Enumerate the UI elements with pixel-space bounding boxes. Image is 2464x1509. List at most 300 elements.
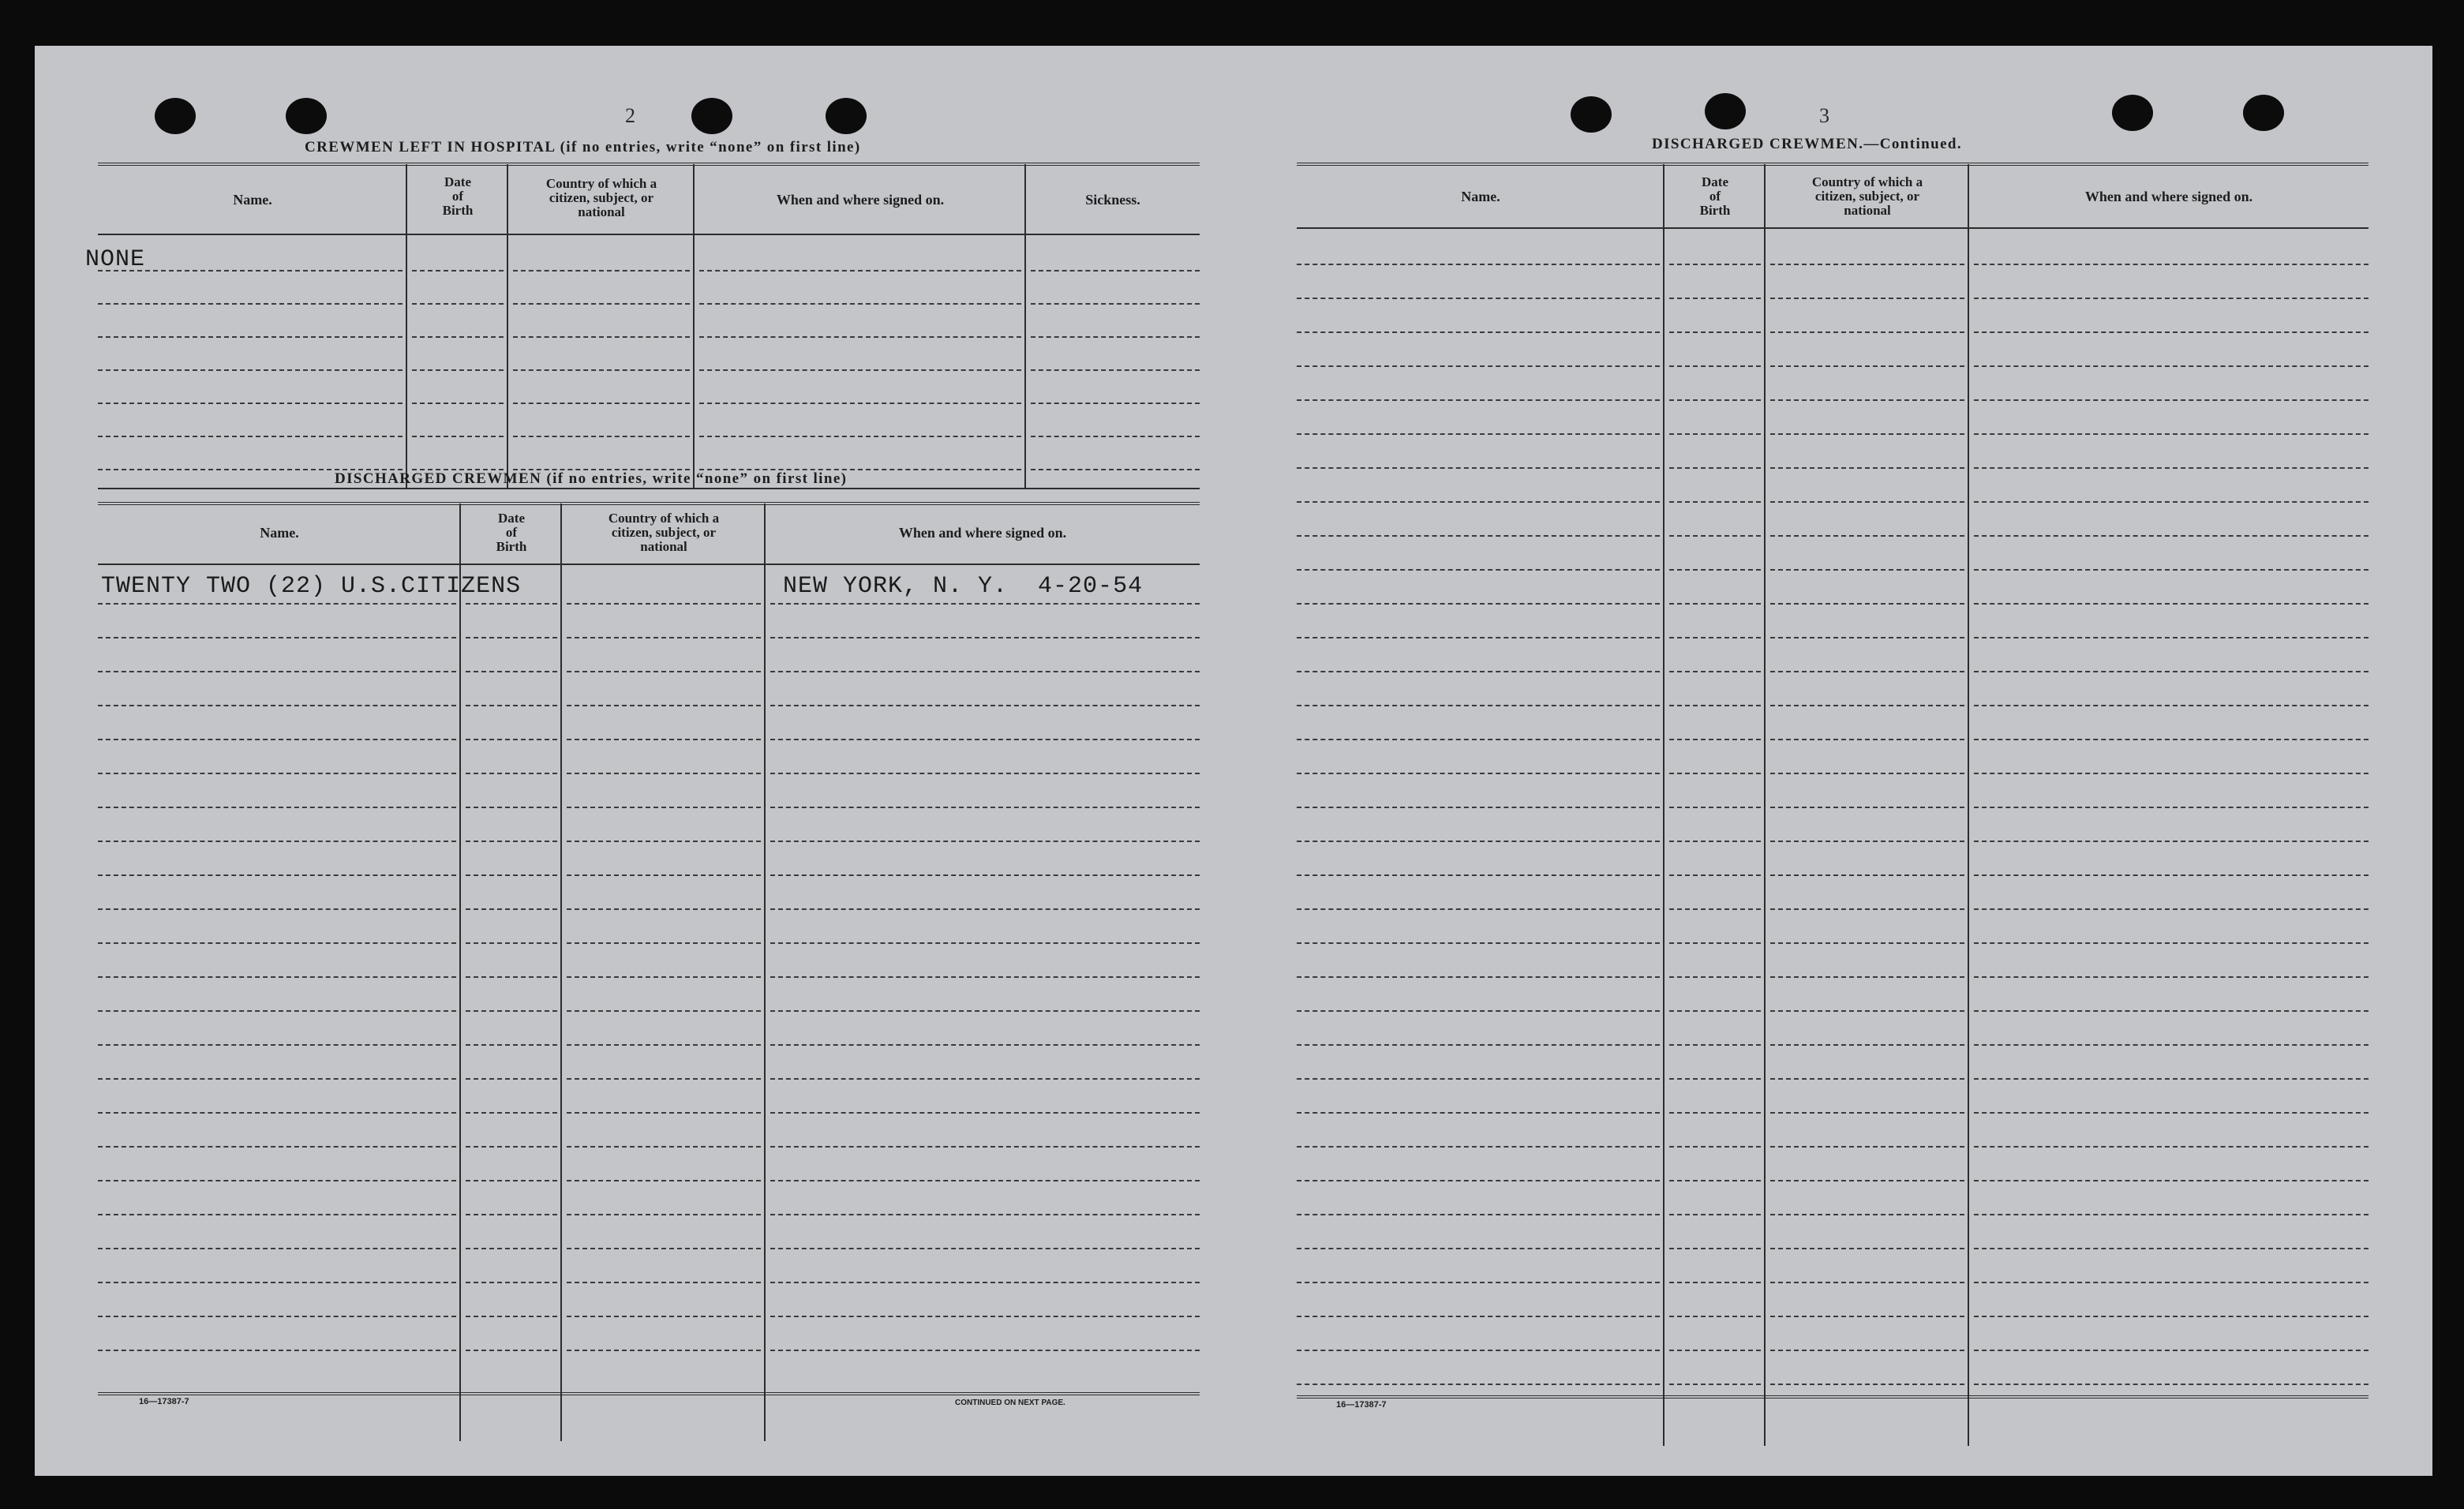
column-header-signed-on: When and where signed on.: [776, 192, 945, 208]
table-row-line: [1297, 1146, 1660, 1148]
table-row-line: [1669, 1282, 1761, 1283]
table-row-line: [466, 773, 557, 774]
table-row-line: [567, 705, 761, 706]
table-row-line: [567, 1112, 761, 1114]
table-row-line: [1297, 874, 1660, 876]
table-row-line: [1669, 671, 1761, 672]
table-row-line: [1770, 671, 1964, 672]
table-row-line: [1974, 603, 2369, 605]
table-row-line: [567, 637, 761, 638]
table-row-line: [1770, 1316, 1964, 1317]
rule: [1297, 163, 2369, 166]
table-row-line: [1669, 535, 1761, 537]
column-header-name: Name.: [260, 525, 299, 541]
table-row-line: [412, 436, 504, 437]
table-row-line: [98, 1282, 456, 1283]
table-row-line: [1974, 1010, 2369, 1012]
table-row-line: [1974, 841, 2369, 842]
table-row-line: [1770, 773, 1964, 774]
column-divider: [1764, 164, 1766, 1446]
table-row-line: [770, 1180, 1200, 1181]
column-divider: [1663, 164, 1665, 1446]
table-row-line: [1669, 705, 1761, 706]
table-row-line: [1669, 1078, 1761, 1080]
table-row-line: [466, 1316, 557, 1317]
table-row-line: [770, 603, 1200, 605]
right-page: [1234, 46, 2432, 1476]
table-row-line: [1297, 1044, 1660, 1046]
table-row-line: [1669, 1214, 1761, 1215]
table-row-line: [1770, 1146, 1964, 1148]
column-header-country: Country of which a citizen, subject, or national: [1811, 174, 1923, 218]
table-row-line: [1770, 399, 1964, 401]
table-row-line: [466, 1282, 557, 1283]
table-row-line: [1974, 365, 2369, 367]
table-row-line: [466, 1180, 557, 1181]
table-row-line: [513, 403, 690, 404]
table-row-line: [1297, 535, 1660, 537]
table-row-line: [412, 403, 504, 404]
table-row-line: [1669, 773, 1761, 774]
table-row-line: [1669, 1248, 1761, 1249]
table-row-line: [1297, 1180, 1660, 1181]
table-row-line: [98, 841, 456, 842]
table-row-line: [1669, 874, 1761, 876]
page-number: 2: [625, 104, 635, 127]
table-row-line: [98, 1180, 456, 1181]
discharged-section-title: DISCHARGED CREWMEN (if no entries, write “none” on first line): [335, 470, 848, 487]
table-row-line: [1297, 399, 1660, 401]
rule: [98, 564, 1200, 565]
table-row-line: [1031, 369, 1200, 371]
table-row-line: [1669, 739, 1761, 740]
table-row-line: [1974, 976, 2369, 978]
table-row-line: [567, 773, 761, 774]
table-row-line: [1669, 807, 1761, 808]
table-row-line: [98, 336, 403, 338]
table-row-line: [1297, 331, 1660, 333]
table-row-line: [513, 336, 690, 338]
column-divider: [1024, 164, 1026, 489]
table-row-line: [1974, 1044, 2369, 1046]
table-row-line: [98, 942, 456, 944]
table-row-line: [1669, 1350, 1761, 1351]
table-row-line: [466, 1112, 557, 1114]
table-row-line: [98, 1044, 456, 1046]
hospital-entry-name: NONE: [85, 246, 146, 273]
table-row-line: [1669, 976, 1761, 978]
table-row-line: [412, 336, 504, 338]
table-row-line: [567, 1078, 761, 1080]
hospital-section-title: CREWMEN LEFT IN HOSPITAL (if no entries, write “none” on first line): [305, 139, 861, 155]
column-header-date-of-birth: Date of Birth: [442, 174, 474, 218]
table-row-line: [1974, 264, 2369, 265]
table-row-line: [1669, 908, 1761, 910]
table-row-line: [1770, 569, 1964, 571]
table-row-line: [1974, 739, 2369, 740]
continued-note: CONTINUED ON NEXT PAGE.: [955, 1399, 1065, 1407]
page-number: 3: [1819, 104, 1829, 127]
table-row-line: [567, 1146, 761, 1148]
table-row-line: [1297, 603, 1660, 605]
rule: [98, 488, 1200, 489]
table-row-line: [770, 908, 1200, 910]
table-row-line: [1297, 739, 1660, 740]
table-row-line: [567, 1316, 761, 1317]
table-row-line: [466, 1248, 557, 1249]
table-row-line: [466, 1214, 557, 1215]
table-row-line: [513, 303, 690, 305]
table-row-line: [1669, 1384, 1761, 1385]
table-row-line: [412, 303, 504, 305]
table-row-line: [567, 1010, 761, 1012]
column-header-date-of-birth: Date of Birth: [1699, 174, 1731, 218]
table-row-line: [1770, 264, 1964, 265]
column-header-date-of-birth: Date of Birth: [496, 511, 527, 554]
table-row-line: [98, 1248, 456, 1249]
table-row-line: [1297, 671, 1660, 672]
table-row-line: [1297, 1316, 1660, 1317]
table-row-line: [1297, 976, 1660, 978]
table-row-line: [1770, 739, 1964, 740]
discharged-continued-title: DISCHARGED CREWMEN.—Continued.: [1652, 136, 1963, 152]
table-row-line: [98, 976, 456, 978]
table-row-line: [770, 705, 1200, 706]
table-row-line: [1297, 298, 1660, 299]
form-number: 16—17387-7: [1336, 1400, 1387, 1410]
table-row-line: [98, 1010, 456, 1012]
table-row-line: [567, 908, 761, 910]
column-divider: [764, 504, 766, 1441]
table-row-line: [1770, 1248, 1964, 1249]
table-row-line: [1974, 1316, 2369, 1317]
table-row-line: [770, 841, 1200, 842]
table-row-line: [412, 369, 504, 371]
table-row-line: [466, 1146, 557, 1148]
table-row-line: [1974, 807, 2369, 808]
table-row-line: [699, 336, 1021, 338]
table-row-line: [466, 739, 557, 740]
table-row-line: [513, 436, 690, 437]
table-row-line: [98, 739, 456, 740]
table-row-line: [567, 1180, 761, 1181]
rule: [1297, 227, 2369, 229]
table-row-line: [567, 671, 761, 672]
table-row-line: [1669, 1044, 1761, 1046]
table-row-line: [1770, 501, 1964, 503]
table-row-line: [98, 369, 403, 371]
table-row-line: [1031, 469, 1200, 470]
column-divider: [560, 504, 562, 1441]
table-row-line: [1297, 1282, 1660, 1283]
rule: [98, 1392, 1200, 1395]
table-row-line: [699, 303, 1021, 305]
table-row-line: [1974, 671, 2369, 672]
table-row-line: [466, 1044, 557, 1046]
table-row-line: [1669, 569, 1761, 571]
table-row-line: [98, 603, 456, 605]
table-row-line: [466, 705, 557, 706]
table-row-line: [1974, 535, 2369, 537]
table-row-line: [1974, 1248, 2369, 1249]
table-row-line: [1297, 1384, 1660, 1385]
table-row-line: [699, 436, 1021, 437]
table-row-line: [98, 637, 456, 638]
column-header-name: Name.: [233, 192, 272, 208]
table-row-line: [1770, 1282, 1964, 1283]
table-row-line: [770, 874, 1200, 876]
rule: [1297, 1395, 2369, 1399]
table-row-line: [1770, 1078, 1964, 1080]
table-row-line: [98, 1214, 456, 1215]
table-row-line: [98, 773, 456, 774]
table-row-line: [1669, 331, 1761, 333]
table-row-line: [1974, 773, 2369, 774]
column-header-country: Country of which a citizen, subject, or national: [608, 511, 720, 554]
table-row-line: [1770, 705, 1964, 706]
table-row-line: [1669, 298, 1761, 299]
table-row-line: [567, 1350, 761, 1351]
table-row-line: [466, 874, 557, 876]
table-row-line: [466, 908, 557, 910]
table-row-line: [1669, 264, 1761, 265]
table-row-line: [770, 1282, 1200, 1283]
column-divider: [1968, 164, 1969, 1446]
table-row-line: [1974, 399, 2369, 401]
column-divider: [507, 164, 508, 489]
table-row-line: [567, 1282, 761, 1283]
table-row-line: [98, 908, 456, 910]
table-row-line: [770, 1078, 1200, 1080]
scanned-document: [35, 46, 2432, 1476]
left-page: [35, 46, 1234, 1476]
table-row-line: [567, 942, 761, 944]
table-row-line: [1974, 1214, 2369, 1215]
table-row-line: [466, 1350, 557, 1351]
table-row-line: [770, 739, 1200, 740]
table-row-line: [466, 841, 557, 842]
table-row-line: [412, 270, 504, 271]
table-row-line: [1297, 1010, 1660, 1012]
form-number: 16—17387-7: [139, 1397, 189, 1406]
table-row-line: [1974, 501, 2369, 503]
table-row-line: [699, 403, 1021, 404]
table-row-line: [567, 739, 761, 740]
table-row-line: [567, 807, 761, 808]
table-row-line: [1297, 1112, 1660, 1114]
table-row-line: [1974, 1146, 2369, 1148]
table-row-line: [1669, 365, 1761, 367]
table-row-line: [1770, 1350, 1964, 1351]
table-row-line: [770, 1010, 1200, 1012]
table-row-line: [1770, 1384, 1964, 1385]
table-row-line: [1669, 637, 1761, 638]
table-row-line: [699, 270, 1021, 271]
table-row-line: [1974, 705, 2369, 706]
table-row-line: [1031, 436, 1200, 437]
table-row-line: [1297, 807, 1660, 808]
table-row-line: [567, 603, 761, 605]
table-row-line: [1974, 1180, 2369, 1181]
table-row-line: [770, 942, 1200, 944]
table-row-line: [1031, 270, 1200, 271]
column-divider: [406, 164, 407, 489]
table-row-line: [466, 976, 557, 978]
table-row-line: [699, 369, 1021, 371]
table-row-line: [1770, 365, 1964, 367]
table-row-line: [770, 671, 1200, 672]
table-row-line: [1297, 1248, 1660, 1249]
table-row-line: [1974, 298, 2369, 299]
discharged-entry-name: TWENTY TWO (22) U.S.CITIZENS: [101, 573, 522, 600]
table-row-line: [1770, 603, 1964, 605]
table-row-line: [1770, 298, 1964, 299]
table-row-line: [567, 1248, 761, 1249]
table-row-line: [1770, 637, 1964, 638]
table-row-line: [567, 1214, 761, 1215]
table-row-line: [770, 1316, 1200, 1317]
column-header-name: Name.: [1461, 189, 1500, 204]
table-row-line: [98, 671, 456, 672]
table-row-line: [1297, 773, 1660, 774]
column-header-signed-on: When and where signed on.: [2084, 189, 2253, 204]
table-row-line: [1669, 1146, 1761, 1148]
table-row-line: [1770, 1112, 1964, 1114]
table-row-line: [98, 1316, 456, 1317]
table-row-line: [1297, 1078, 1660, 1080]
table-row-line: [1770, 467, 1964, 469]
table-row-line: [1297, 1214, 1660, 1215]
table-row-line: [1770, 976, 1964, 978]
table-row-line: [567, 841, 761, 842]
table-row-line: [770, 807, 1200, 808]
table-row-line: [1297, 501, 1660, 503]
discharged-entry-signed-on: NEW YORK, N. Y. 4-20-54: [783, 573, 1144, 600]
table-row-line: [1770, 1214, 1964, 1215]
table-row-line: [1669, 603, 1761, 605]
table-row-line: [770, 637, 1200, 638]
rule: [98, 502, 1200, 505]
table-row-line: [1974, 433, 2369, 435]
table-row-line: [98, 705, 456, 706]
table-row-line: [1770, 535, 1964, 537]
table-row-line: [1031, 303, 1200, 305]
table-row-line: [466, 637, 557, 638]
rule: [98, 234, 1200, 235]
table-row-line: [567, 976, 761, 978]
table-row-line: [466, 603, 557, 605]
table-row-line: [1770, 1180, 1964, 1181]
table-row-line: [1669, 942, 1761, 944]
table-row-line: [1297, 264, 1660, 265]
table-row-line: [1974, 467, 2369, 469]
table-row-line: [1297, 942, 1660, 944]
table-row-line: [1297, 467, 1660, 469]
table-row-line: [98, 436, 403, 437]
table-row-line: [770, 773, 1200, 774]
table-row-line: [1669, 399, 1761, 401]
table-row-line: [1669, 433, 1761, 435]
table-row-line: [1669, 1112, 1761, 1114]
table-row-line: [98, 303, 403, 305]
table-row-line: [1770, 908, 1964, 910]
column-header-sickness: Sickness.: [1085, 192, 1140, 208]
table-row-line: [466, 671, 557, 672]
table-row-line: [1669, 841, 1761, 842]
table-row-line: [1031, 403, 1200, 404]
table-row-line: [1669, 501, 1761, 503]
table-row-line: [567, 1044, 761, 1046]
table-row-line: [770, 1146, 1200, 1148]
table-row-line: [1669, 1180, 1761, 1181]
table-row-line: [1297, 841, 1660, 842]
table-row-line: [1974, 942, 2369, 944]
table-row-line: [770, 1248, 1200, 1249]
table-row-line: [98, 1112, 456, 1114]
column-header-country: Country of which a citizen, subject, or national: [545, 176, 657, 219]
table-row-line: [513, 369, 690, 371]
table-row-line: [98, 1146, 456, 1148]
table-row-line: [1669, 467, 1761, 469]
table-row-line: [466, 1078, 557, 1080]
table-row-line: [1974, 569, 2369, 571]
table-row-line: [1770, 433, 1964, 435]
table-row-line: [1974, 331, 2369, 333]
table-row-line: [98, 874, 456, 876]
table-row-line: [1297, 908, 1660, 910]
table-row-line: [98, 1350, 456, 1351]
table-row-line: [1770, 1010, 1964, 1012]
table-row-line: [1974, 1350, 2369, 1351]
table-row-line: [1770, 807, 1964, 808]
table-row-line: [770, 1350, 1200, 1351]
table-row-line: [1770, 874, 1964, 876]
rule: [98, 163, 1200, 166]
table-row-line: [770, 1214, 1200, 1215]
table-row-line: [1770, 1044, 1964, 1046]
table-row-line: [1297, 569, 1660, 571]
table-row-line: [1669, 1316, 1761, 1317]
table-row-line: [98, 1078, 456, 1080]
table-row-line: [1297, 365, 1660, 367]
column-header-signed-on: When and where signed on.: [898, 525, 1067, 541]
table-row-line: [1974, 1112, 2369, 1114]
table-row-line: [1770, 841, 1964, 842]
table-row-line: [1770, 331, 1964, 333]
table-row-line: [770, 1044, 1200, 1046]
table-row-line: [770, 976, 1200, 978]
table-row-line: [98, 807, 456, 808]
table-row-line: [1031, 336, 1200, 338]
table-row-line: [1974, 1078, 2369, 1080]
table-row-line: [1297, 705, 1660, 706]
table-row-line: [1974, 874, 2369, 876]
table-row-line: [770, 1112, 1200, 1114]
table-row-line: [1297, 433, 1660, 435]
table-row-line: [1974, 637, 2369, 638]
table-row-line: [513, 270, 690, 271]
table-row-line: [1669, 1010, 1761, 1012]
table-row-line: [466, 942, 557, 944]
table-row-line: [1770, 942, 1964, 944]
table-row-line: [466, 1010, 557, 1012]
table-row-line: [98, 403, 403, 404]
table-row-line: [466, 807, 557, 808]
column-divider: [693, 164, 695, 489]
column-divider: [459, 504, 461, 1441]
table-row-line: [1974, 1282, 2369, 1283]
table-row-line: [1974, 908, 2369, 910]
